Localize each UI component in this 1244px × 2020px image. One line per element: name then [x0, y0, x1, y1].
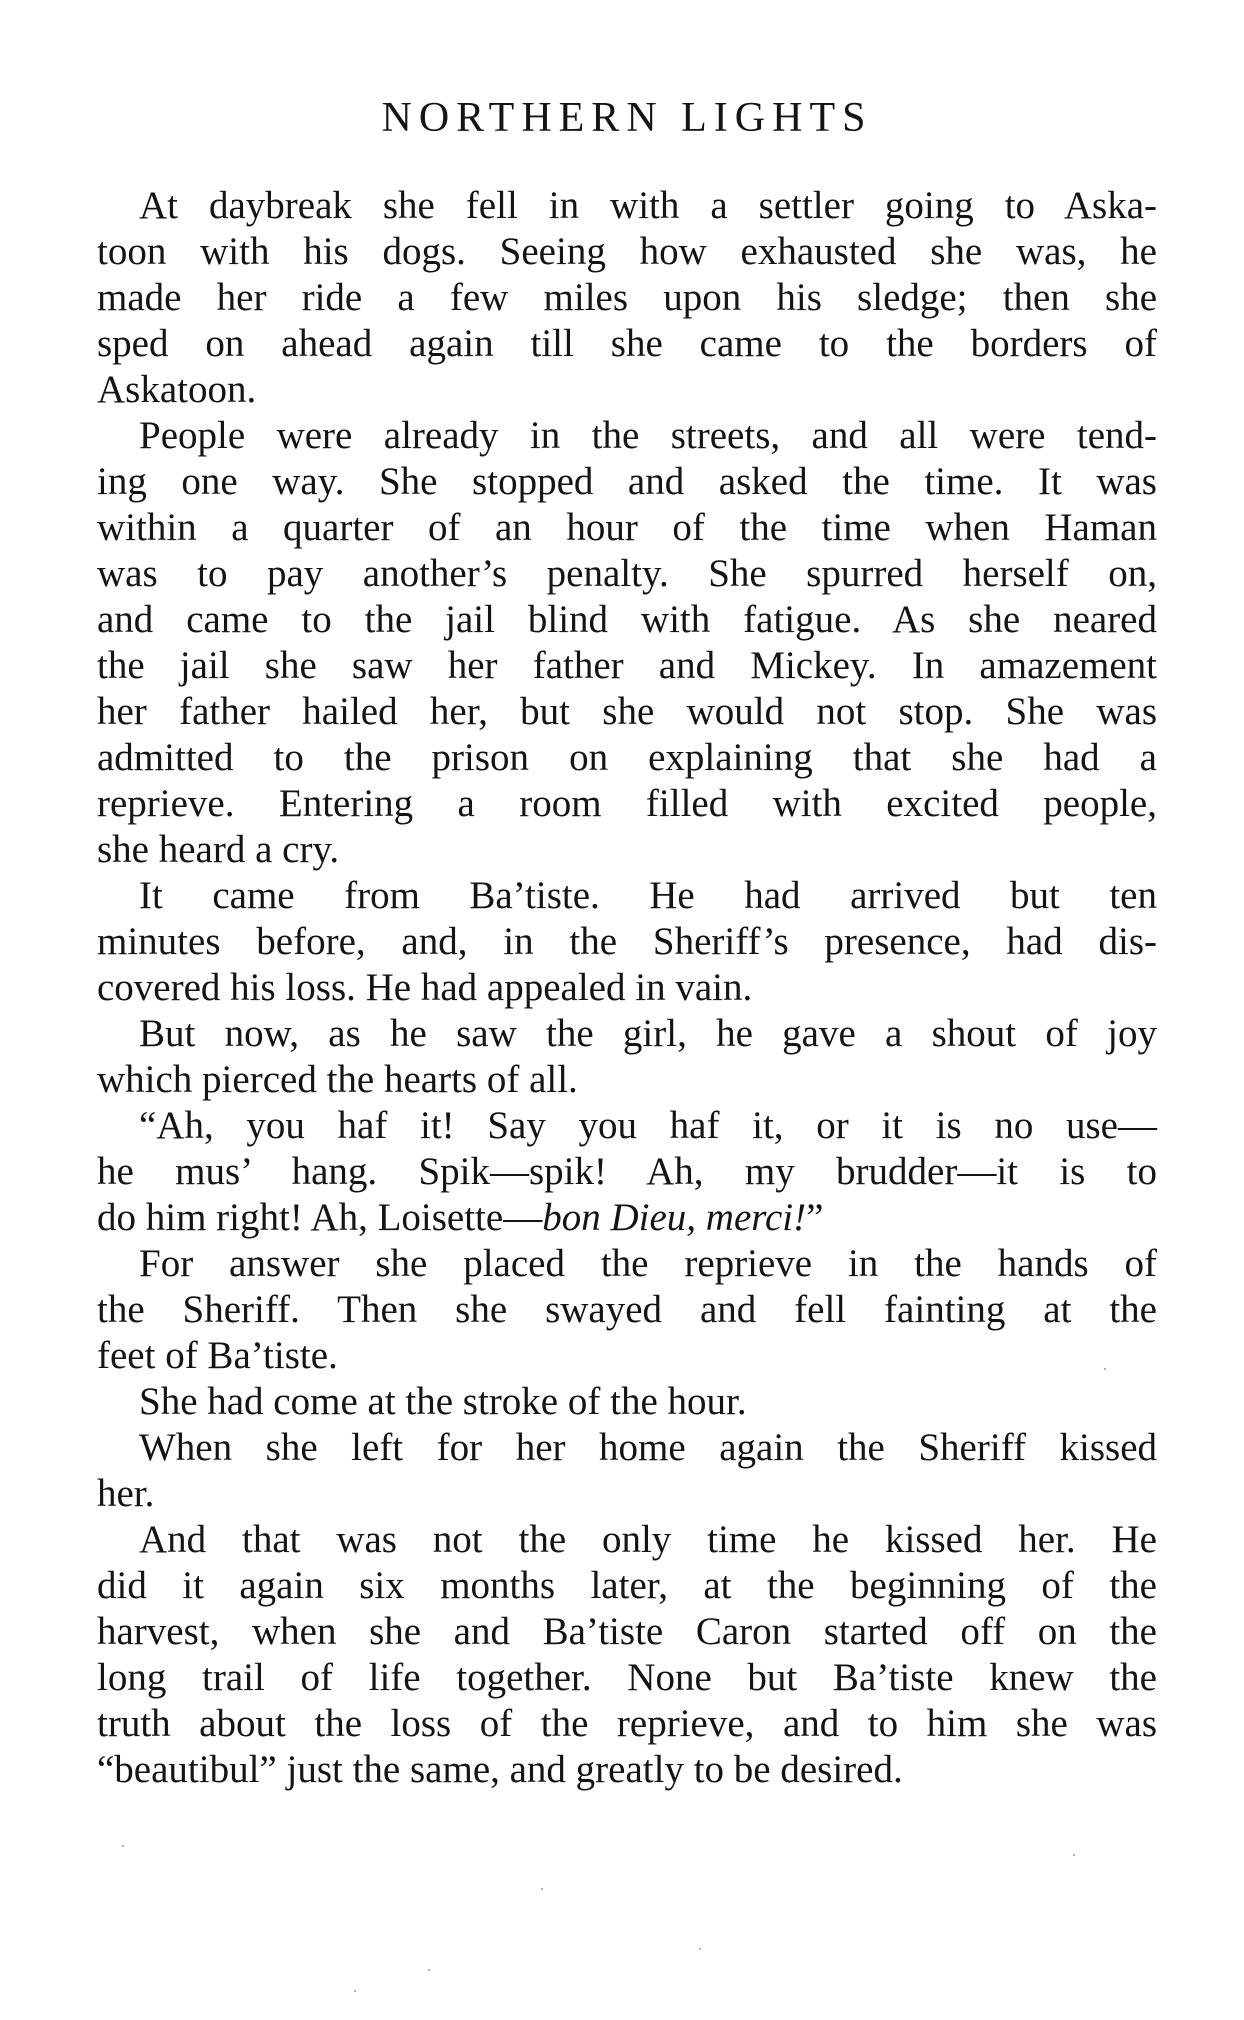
- text-line: did it again six months later, at the beginning of the: [97, 1564, 1157, 1607]
- paragraph: [97, 1241, 1157, 1379]
- text-line: And that was not the only time he kissed her. He: [139, 1518, 1157, 1561]
- scan-speck: [1073, 1854, 1075, 1856]
- text-line: harvest, when she and Ba’tiste Caron started off on the: [97, 1610, 1157, 1653]
- text-line: People were already in the streets, and all were tend-: [139, 414, 1157, 457]
- text-line: “Ah, you haf it! Say you haf it, or it is no use—: [139, 1104, 1157, 1147]
- scan-speck: [541, 1888, 543, 1890]
- text-line: toon with his dogs. Seeing how exhausted she was, he: [97, 230, 1157, 273]
- text-line: [97, 1195, 1157, 1241]
- text-line: For answer she placed the reprieve in the hands of: [139, 1242, 1157, 1285]
- text-line: ing one way. She stopped and asked the time. It was: [97, 460, 1157, 503]
- text-line: admitted to the prison on explaining that she had a: [97, 736, 1157, 779]
- paragraph: [97, 413, 1157, 873]
- paragraph: [97, 1011, 1157, 1103]
- text-line: At daybreak she fell in with a settler going to Aska-: [139, 184, 1157, 227]
- text-line: When she left for her home again the Sheriff kissed: [139, 1426, 1157, 1469]
- paragraph: [97, 1103, 1157, 1241]
- text-line: her.: [97, 1472, 155, 1515]
- text-line: sped on ahead again till she came to the borders of: [97, 322, 1157, 365]
- paragraph: [97, 1379, 1157, 1425]
- text-line: Askatoon.: [97, 368, 257, 411]
- text-line: “beautibul” just the same, and greatly to be desired.: [97, 1748, 903, 1791]
- text-line: and came to the jail blind with fatigue. As she neared: [97, 598, 1157, 641]
- paragraph: [97, 1425, 1157, 1517]
- scan-speck: [122, 1845, 124, 1847]
- text-line: long trail of life together. None but Ba’tiste knew the: [97, 1656, 1157, 1699]
- closing-quote: ”: [806, 1196, 824, 1239]
- text-line: But now, as he saw the girl, he gave a shout of joy: [139, 1012, 1157, 1055]
- running-head: NORTHERN LIGHTS: [381, 95, 873, 141]
- paragraph: [97, 1517, 1157, 1793]
- text-line: covered his loss. He had appealed in vain.: [97, 966, 753, 1009]
- scan-speck: [354, 1990, 356, 1992]
- text-line: the jail she saw her father and Mickey. In amazement: [97, 644, 1157, 687]
- text-line: the Sheriff. Then she swayed and fell fainting at the: [97, 1288, 1157, 1331]
- body-text: [97, 183, 1157, 1793]
- italic-phrase: bon Dieu, merci!: [542, 1196, 807, 1239]
- scan-speck: [699, 1948, 701, 1950]
- text-line: she heard a cry.: [97, 828, 340, 871]
- text-line: he mus’ hang. Spik—spik! Ah, my brudder—it is to: [97, 1150, 1157, 1193]
- text-line: which pierced the hearts of all.: [97, 1058, 578, 1101]
- text-line: within a quarter of an hour of the time when Haman: [97, 506, 1157, 549]
- paragraph: [97, 183, 1157, 413]
- text-line: feet of Ba’tiste.: [97, 1334, 338, 1377]
- text-line: It came from Ba’tiste. He had arrived but ten: [139, 874, 1157, 917]
- text-line: truth about the loss of the reprieve, and to him she was: [97, 1702, 1157, 1745]
- text-segment: do him right! Ah, Loisette—: [97, 1196, 543, 1239]
- text-line: She had come at the stroke of the hour.: [139, 1380, 747, 1423]
- scan-speck: [428, 1969, 430, 1971]
- text-line: made her ride a few miles upon his sledge; then she: [97, 276, 1157, 319]
- paragraph: [97, 873, 1157, 1011]
- text-line: reprieve. Entering a room filled with excited people,: [97, 782, 1157, 825]
- text-line: her father hailed her, but she would not stop. She was: [97, 690, 1157, 733]
- scan-speck: [1104, 1368, 1106, 1370]
- text-line: minutes before, and, in the Sheriff’s presence, had dis-: [97, 920, 1157, 963]
- text-line: was to pay another’s penalty. She spurred herself on,: [97, 552, 1157, 595]
